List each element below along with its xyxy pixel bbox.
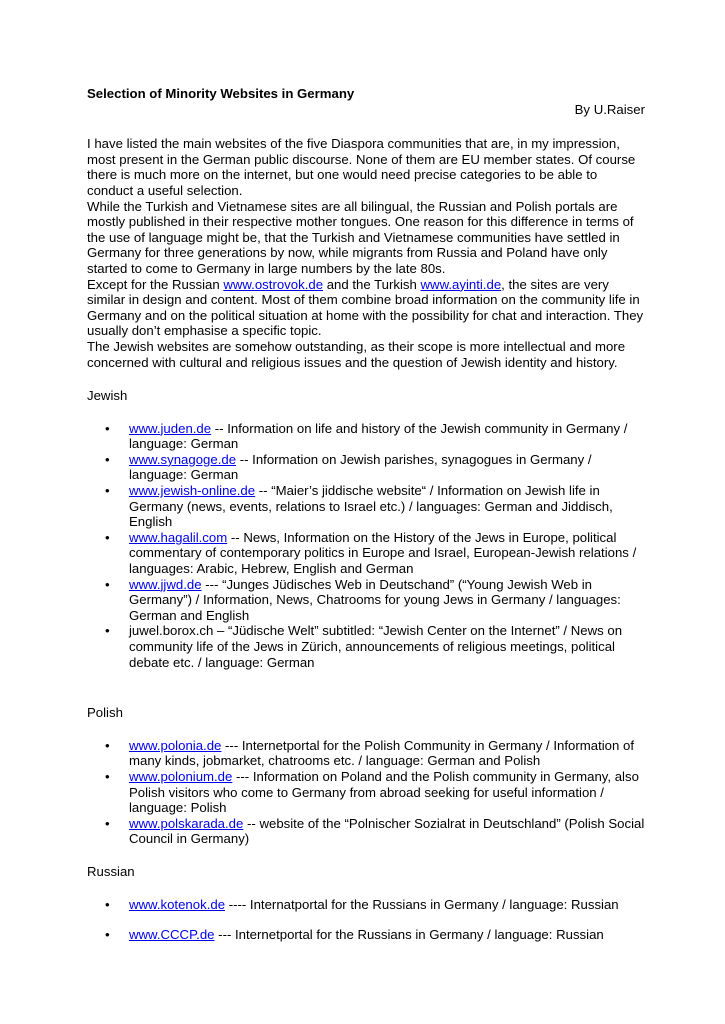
list-item <box>87 530 645 577</box>
intro-paragraph-4: The Jewish websites are somehow outstanding, as their scope is more intellectual and more concerned with cultural and religious issues and the question of Jewish identity and history. <box>87 338 626 370</box>
link-jewish-online[interactable]: www.jewish-online.de <box>129 483 256 499</box>
bullet-icon: • <box>105 529 110 545</box>
bullet-icon: • <box>105 927 110 943</box>
list-item <box>87 816 645 847</box>
link-ostrovok[interactable]: www.ostrovok.de <box>223 276 324 292</box>
link-polskarada[interactable]: www.polskarada.de <box>129 815 244 831</box>
link-jjwd[interactable]: www.jjwd.de <box>129 576 202 592</box>
russian-site-list <box>87 897 645 913</box>
list-item <box>87 623 645 670</box>
list-item <box>87 927 645 943</box>
intro-paragraph-1: I have listed the main websites of the five Diaspora communities that are, in my impression, most present in the German public discourse. None of them are EU member states. Of course there is much more on the internet, but one would need precise categories to be able to conduct a useful selection. <box>87 136 636 198</box>
document-body <box>87 86 645 943</box>
intro-text: and the Turkish <box>323 276 421 292</box>
intro-paragraph-2: While the Turkish and Vietnamese sites are all bilingual, the Russian and Polish portals are mostly published in their respective mother tongues. One reason for this difference in terms of the use of language might be, that the Turkish and Vietnamese communities have settled in Germany for three generations by now, while migrants from Russia and Poland have only started to come to Germany in large numbers by the late 80s. <box>87 198 634 276</box>
polish-site-list <box>87 738 645 847</box>
link-cccp[interactable]: www.CCCP.de <box>129 927 215 943</box>
section-heading-russian: Russian <box>87 863 135 879</box>
item-description: -- News, Information on the History of the Jews in Europe, political commentary of contemporary politics in Europe and Israel, European-Jewish relations / languages: Arabic, Hebrew, English and German <box>129 529 637 577</box>
item-description: --- Internetportal for the Russians in Germany / language: Russian <box>214 927 604 943</box>
list-item <box>87 738 645 769</box>
item-description: --- “Junges Jüdisches Web in Deutschand” (“Young Jewish Web in Germany”) / Information, News, Chatrooms for young Jews in Germany / languages: German and English <box>129 576 621 623</box>
intro-text: Except for the Russian <box>87 276 224 292</box>
link-hagalil[interactable]: www.hagalil.com <box>129 529 228 545</box>
bullet-icon: • <box>105 896 110 912</box>
intro-paragraph-3 <box>87 277 645 339</box>
document-title: Selection of Minority Websites in Germany <box>87 86 355 101</box>
section-heading-polish: Polish <box>87 705 123 721</box>
bullet-icon: • <box>105 576 110 592</box>
bullet-icon: • <box>105 623 110 639</box>
bullet-icon: • <box>105 420 110 436</box>
item-description: -- website of the “Polnischer Sozialrat in Deutschland” (Polish Social Council in Germany) <box>129 815 645 847</box>
link-polonium[interactable]: www.polonium.de <box>129 768 233 784</box>
list-item <box>87 421 645 452</box>
bullet-icon: • <box>105 737 110 753</box>
item-description: --- Information on Poland and the Polish community in Germany, also Polish visitors who come to Germany from abroad seeking for useful information / language: Polish <box>129 768 639 816</box>
item-description: --- Internetportal for the Polish Community in Germany / Information of many kinds, jobmarket, chatrooms etc. / language: German and Polish <box>129 737 635 769</box>
intro-text: , the sites are very similar in design and content. Most of them combine broad information on the community life in Germany and on the political situation at home with the possibility for chat and interaction. They usually don’t emphasise a specific topic. <box>87 276 644 339</box>
link-ayinti[interactable]: www.ayinti.de <box>420 276 502 292</box>
list-item <box>87 897 645 913</box>
russian-site-list-2 <box>87 927 645 943</box>
bullet-icon: • <box>105 483 110 499</box>
link-kotenok[interactable]: www.kotenok.de <box>129 896 226 912</box>
jewish-site-list <box>87 421 645 671</box>
list-item <box>87 452 645 483</box>
author-line: By U.Raiser <box>574 101 645 117</box>
list-item <box>87 577 645 624</box>
item-description: juwel.borox.ch – “Jüdische Welt” subtitled: “Jewish Center on the Internet” / News on community life of the Jews in Zürich, announcements of religious meetings, political debate etc. / language: German <box>129 623 623 670</box>
bullet-icon: • <box>105 815 110 831</box>
item-description: -- Information on Jewish parishes, synagogues in Germany / language: German <box>129 451 592 483</box>
item-description: -- “Maier’s jiddische website“ / Information on Jewish life in Germany (news, events, relations to Israel etc.) / languages: German and Jiddisch, English <box>129 483 613 530</box>
link-polonia[interactable]: www.polonia.de <box>129 737 222 753</box>
item-description: ---- Internatportal for the Russians in Germany / language: Russian <box>225 896 619 912</box>
list-item <box>87 483 645 530</box>
bullet-icon: • <box>105 768 110 784</box>
item-description: -- Information on life and history of the Jewish community in Germany / language: German <box>129 420 628 452</box>
section-heading-jewish: Jewish <box>87 388 128 404</box>
bullet-icon: • <box>105 451 110 467</box>
list-item <box>87 769 645 816</box>
link-synagoge[interactable]: www.synagoge.de <box>129 451 237 467</box>
link-juden[interactable]: www.juden.de <box>129 420 212 436</box>
